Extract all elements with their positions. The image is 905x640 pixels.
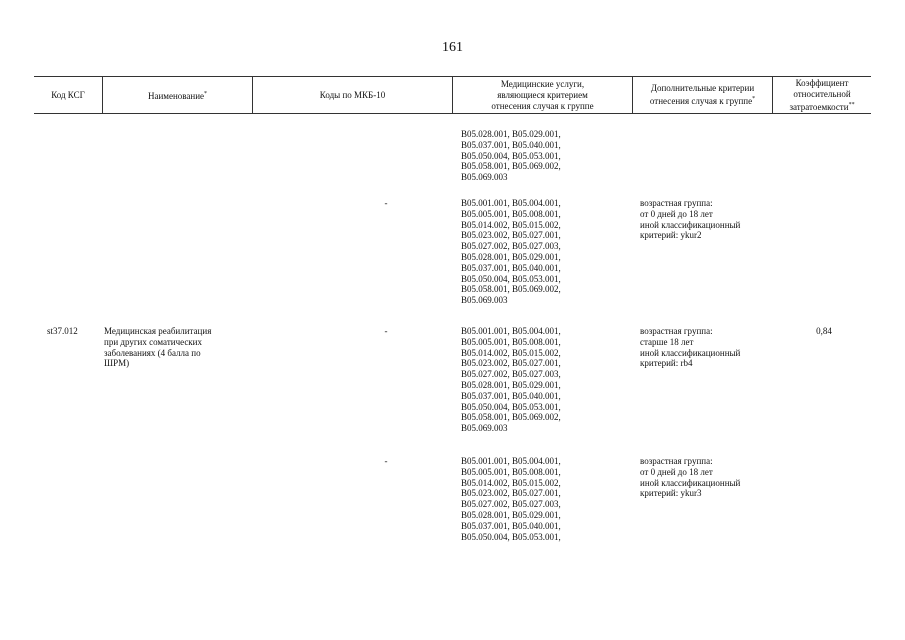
services-block-0: B05.028.001, B05.029.001, B05.037.001, B05.040.001, B05.050.004, B05.053.001, B05.058.001, B05.069.002, B05.069.003 [461,129,561,183]
header-criteria: Дополнительные критерии отнесения случая к группе* [632,77,772,113]
header-services: Медицинские услуги, являющиеся критерием отнесения случая к группе [452,77,632,113]
header-mkb: Коды по МКБ-10 [252,77,452,113]
header-ksg: Код КСГ [51,89,85,100]
table-header [34,76,871,114]
criteria-block-2: возрастная группа: старше 18 лет иной классификационный критерий: rb4 [640,326,741,369]
services-block-3: B05.001.001, B05.004.001, B05.005.001, B05.008.001, B05.014.002, B05.015.002, B05.023.002, B05.027.001, B05.027.002, B05.027.003, B05.028.001, B05.029.001, B05.037.001, B05.040.001, B05.050.004, B05.053.001, [461,456,561,542]
ksg-name: Медицинская реабилитация при других соматических заболеваниях (4 балла по ШРМ) [104,326,212,369]
header-name: Наименование* [102,77,252,113]
services-block-1: B05.001.001, B05.004.001, B05.005.001, B05.008.001, B05.014.002, B05.015.002, B05.023.002, B05.027.001, B05.027.002, B05.027.003, B05.028.001, B05.029.001, B05.037.001, B05.040.001, B05.050.004, B05.053.001, B05.058.001, B05.069.002, B05.069.003 [461,198,561,306]
mkb-block-1: - [384,198,388,208]
mkb-block-3: - [384,456,388,466]
criteria-block-3: возрастная группа: от 0 дней до 18 лет иной классификационный критерий: ykur3 [640,456,741,499]
services-block-2: B05.001.001, B05.004.001, B05.005.001, B05.008.001, B05.014.002, B05.015.002, B05.023.002, B05.027.001, B05.027.002, B05.027.003, B05.028.001, B05.029.001, B05.037.001, B05.040.001, B05.050.004, B05.053.001, B05.058.001, B05.069.002, B05.069.003 [461,326,561,434]
ksg-code: st37.012 [47,326,78,336]
page-number: 161 [442,40,463,55]
ksg-coef: 0,84 [816,326,832,336]
criteria-block-1: возрастная группа: от 0 дней до 18 лет иной классификационный критерий: ykur2 [640,198,741,241]
mkb-block-2: - [384,326,388,336]
header-coef: Коэффициент относительной затратоемкости** [772,77,871,113]
